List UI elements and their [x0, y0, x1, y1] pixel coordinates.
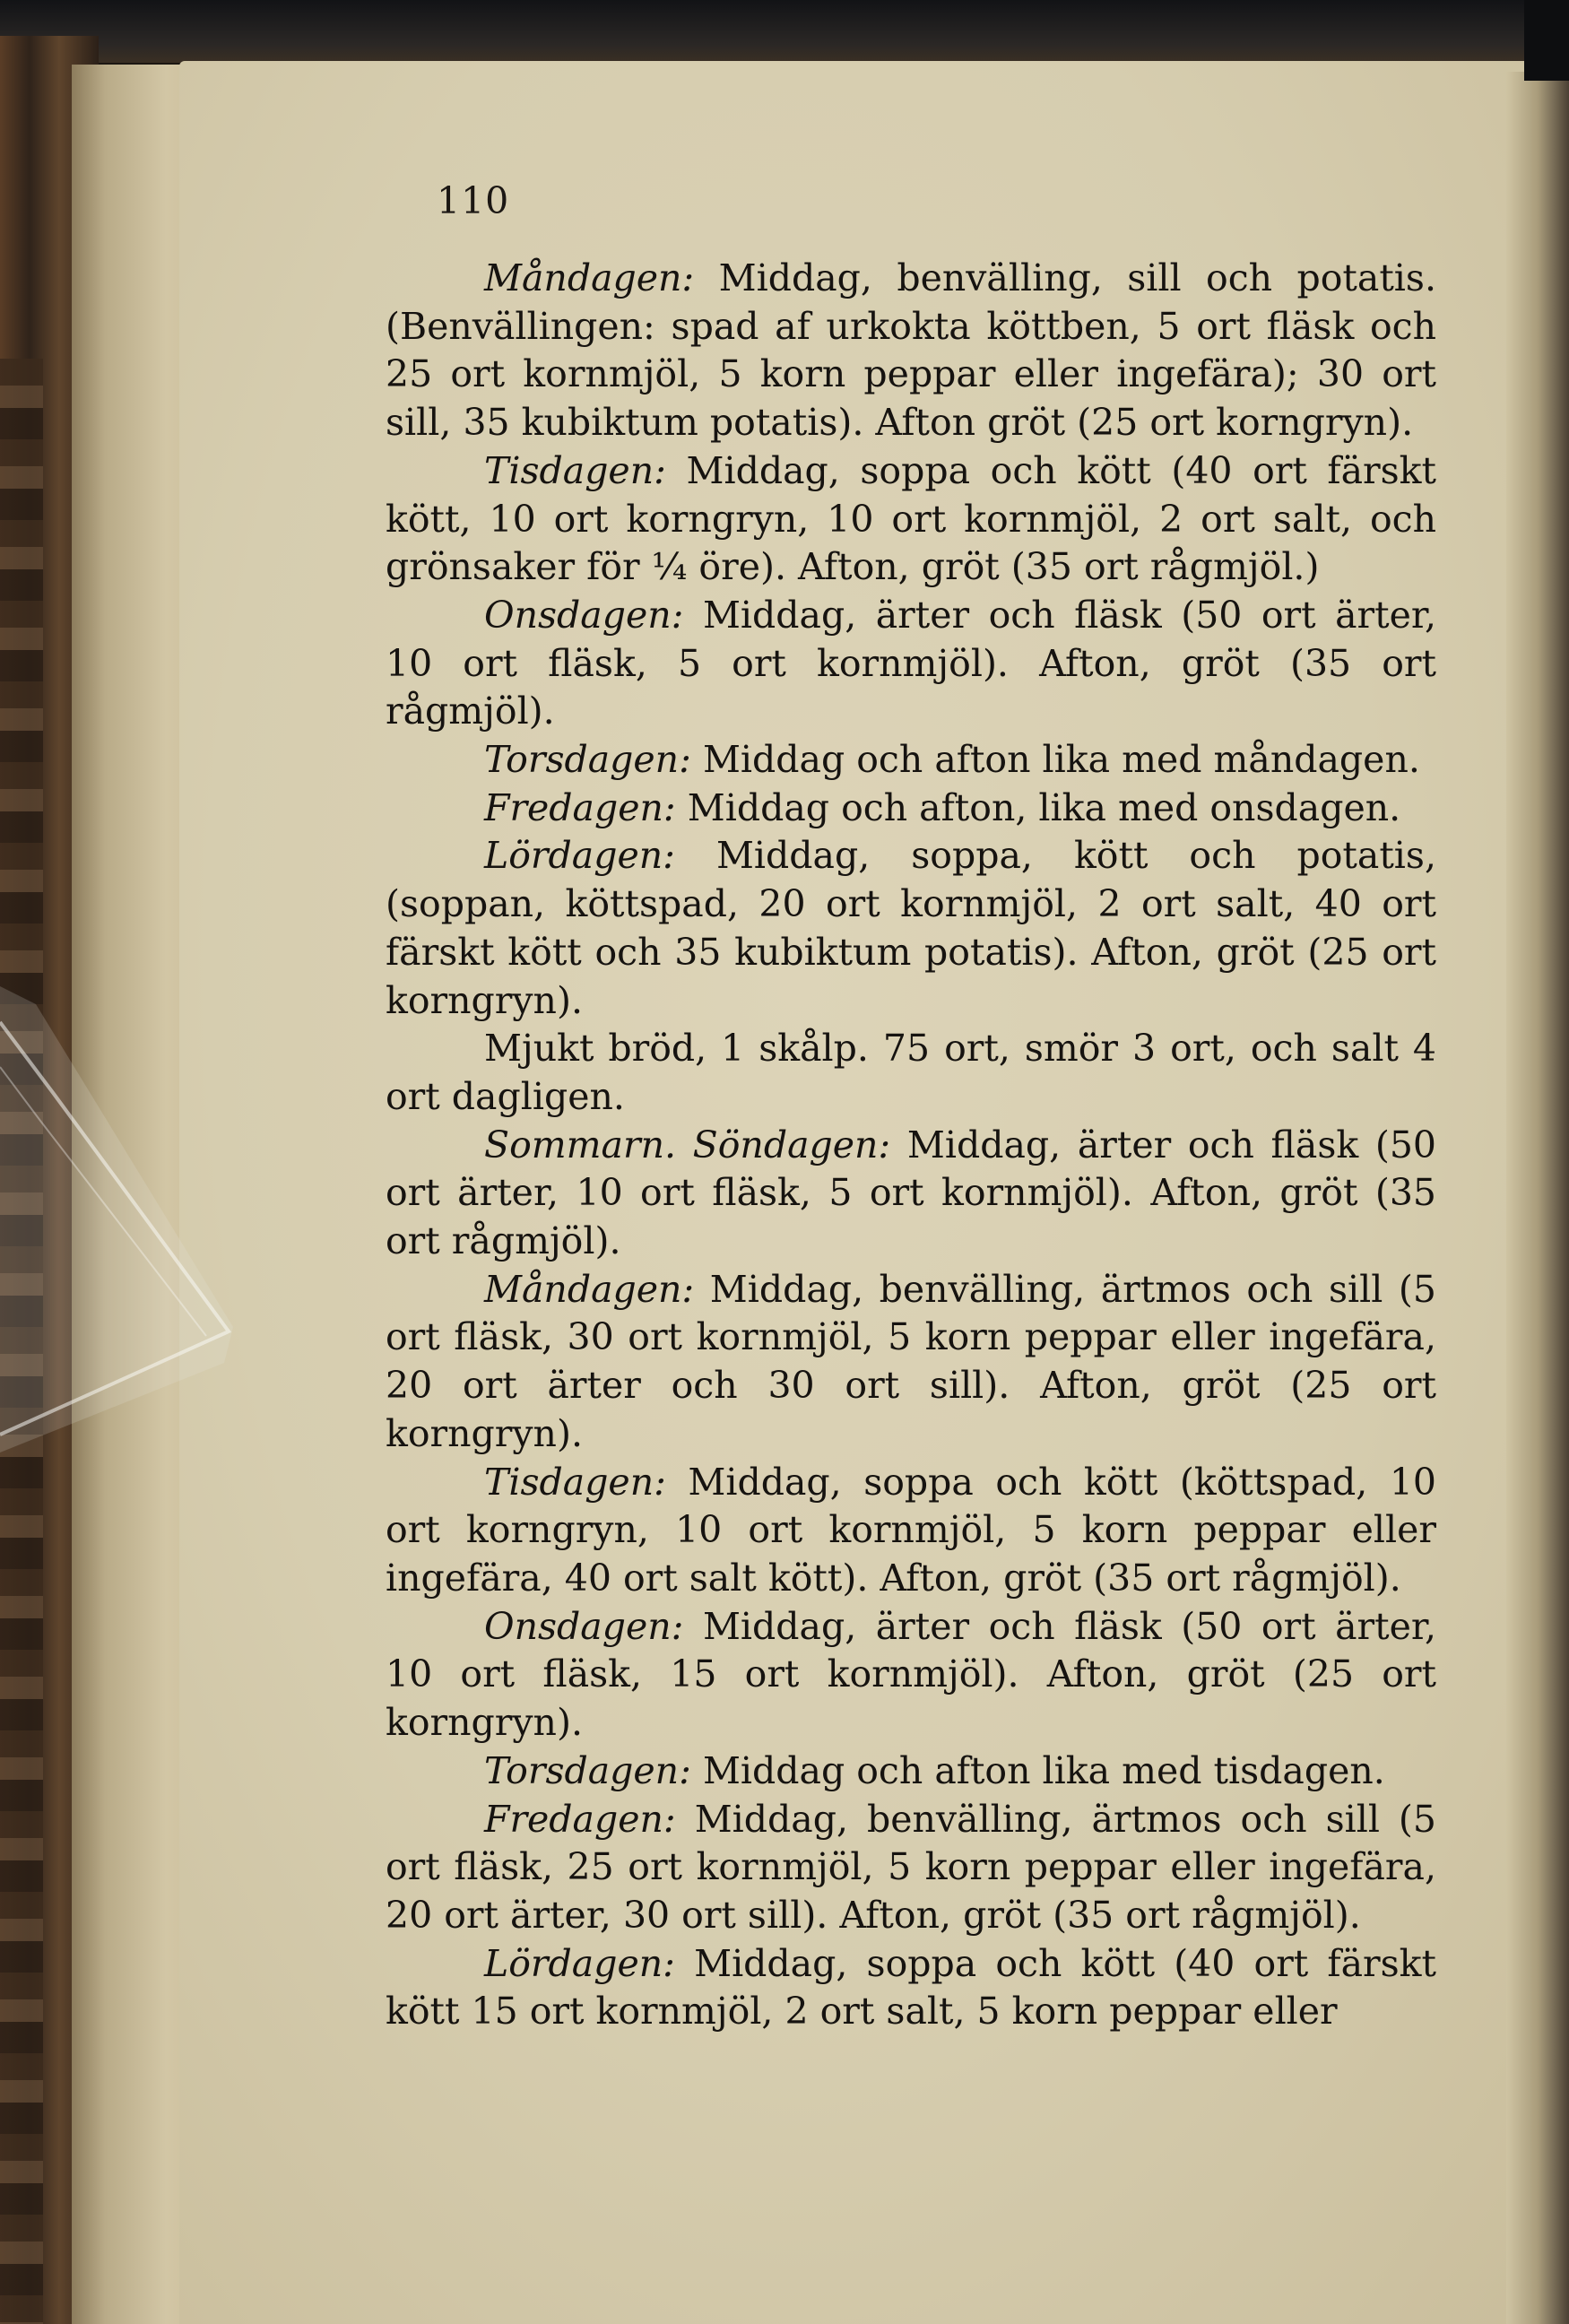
- day-heading: Onsdagen:: [484, 593, 684, 637]
- paragraph-text: Middag och afton lika med tisdagen.: [690, 1748, 1385, 1792]
- paragraph: [386, 255, 1436, 447]
- paragraph-text: Middag och afton lika med måndagen.: [690, 738, 1420, 782]
- paragraph-text: Middag och afton, lika med onsdagen.: [675, 785, 1401, 829]
- paragraph: [386, 592, 1436, 736]
- paragraph: [386, 1940, 1436, 2036]
- paragraph: [386, 1266, 1436, 1459]
- scan-background-top: [0, 0, 1569, 63]
- paragraph-text: Middag, soppa och kött (40 ort färskt kött 15 ort kornmjöl, 2 ort salt, 5 korn peppar eller: [386, 1941, 1436, 2034]
- scan-background-corner: [1524, 0, 1569, 81]
- page-stack-edge-right: [1506, 72, 1569, 2324]
- day-heading: Tisdagen:: [484, 448, 666, 492]
- paragraph-text: Middag, ärter och fläsk (50 ort ärter, 10 ort fläsk, 5 ort kornmjöl). Afton, gröt (35 ort rågmjöl).: [386, 1123, 1437, 1263]
- paragraph: [386, 1025, 1436, 1121]
- day-heading: Fredagen:: [484, 1797, 676, 1841]
- page-number: 110: [437, 179, 510, 222]
- paragraph: [386, 736, 1436, 785]
- paragraph-text: Middag, soppa och kött (40 ort färskt kött, 10 ort korngryn, 10 ort kornmjöl, 2 ort salt, och grönsaker för ¼ öre). Afton, gröt (35 ort rågmjöl.): [386, 448, 1436, 589]
- day-heading: Sommarn. Söndagen:: [484, 1123, 891, 1166]
- paragraph-text: Middag, ärter och fläsk (50 ort ärter, 10 ort fläsk, 15 ort kornmjöl). Afton, gröt (25 ort korngryn).: [386, 1604, 1436, 1745]
- paragraph: [386, 832, 1436, 1025]
- paragraph-text: Middag, benvälling, sill och potatis. (Benvällingen: spad af urkokta köttben, 5 ort fläsk och 25 ort kornmjöl, 5 korn peppar eller ingefära); 30 ort sill, 35 kubiktum potatis). Afton gröt (25 ort korngryn).: [386, 256, 1436, 445]
- paragraph: [386, 1796, 1436, 1940]
- paragraph: [386, 1122, 1436, 1266]
- day-heading: Lördagen:: [484, 1941, 675, 1985]
- paragraph-text: Middag, ärter och fläsk (50 ort ärter, 10 ort fläsk, 5 ort kornmjöl). Afton, gröt (35 ort rågmjöl).: [386, 593, 1436, 733]
- day-heading: Torsdagen:: [484, 738, 691, 782]
- paragraph: [386, 785, 1436, 833]
- day-heading: Måndagen:: [484, 256, 695, 299]
- day-heading: Måndagen:: [484, 1267, 695, 1311]
- paragraph-text: Middag, soppa och kött (köttspad, 10 ort korngryn, 10 ort kornmjöl, 5 korn peppar eller ingefära, 40 ort salt kött). Afton, gröt (35 ort rågmjöl).: [386, 1460, 1436, 1600]
- day-heading: Onsdagen:: [484, 1604, 684, 1648]
- paragraph: [386, 447, 1436, 592]
- paragraph: [386, 1603, 1436, 1747]
- day-heading: Torsdagen:: [484, 1748, 691, 1792]
- paragraph-text: Middag, benvälling, ärtmos och sill (5 ort fläsk, 30 ort kornmjöl, 5 korn peppar eller ingefära, 20 ort ärter och 30 ort sill). Afton, gröt (25 ort korngryn).: [386, 1267, 1436, 1455]
- day-heading: Fredagen:: [484, 785, 676, 829]
- paragraph-text: Mjukt bröd, 1 skålp. 75 ort, smör 3 ort, och salt 4 ort dagligen.: [386, 1027, 1436, 1118]
- paragraph-text: Middag, soppa, kött och potatis, (soppan, köttspad, 20 ort kornmjöl, 2 ort salt, 40 ort färskt kött och 35 kubiktum potatis). Afton, gröt (25 ort korngryn).: [386, 834, 1436, 1022]
- body-text: [386, 255, 1436, 2036]
- paragraph: [386, 1747, 1436, 1796]
- paragraph: [386, 1459, 1436, 1603]
- day-heading: Lördagen:: [484, 834, 675, 878]
- book-spine-binding: [0, 359, 43, 2324]
- day-heading: Tisdagen:: [484, 1460, 666, 1504]
- paragraph-text: Middag, benvälling, ärtmos och sill (5 ort fläsk, 25 ort kornmjöl, 5 korn peppar eller ingefära, 20 ort ärter, 30 ort sill). Afton, gröt (35 ort rågmjöl).: [386, 1797, 1436, 1937]
